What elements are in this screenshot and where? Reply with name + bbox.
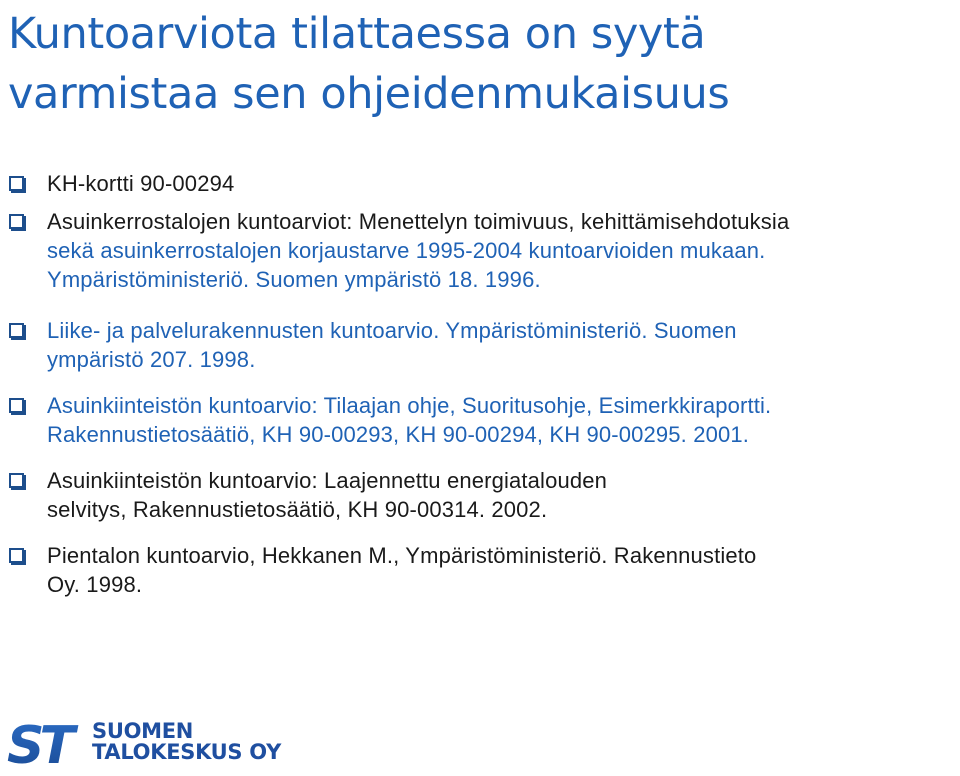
checkbox-bullet-icon: [9, 473, 24, 488]
reference-line: Liike- ja palvelurakennusten kuntoarvio. Ympäristöministeriö. Suomen: [47, 318, 737, 343]
reference-line: Ympäristöministeriö. Suomen ympäristö 18. 1996.: [47, 267, 541, 292]
slide-title-line-2: varmistaa sen ohjeidenmukaisuus: [8, 69, 730, 119]
st-logo-icon: [7, 717, 85, 767]
reference-line: Rakennustietosäätiö, KH 90-00293, KH 90-00294, KH 90-00295. 2001.: [47, 422, 749, 447]
reference-line: KH-kortti 90-00294: [47, 171, 235, 196]
reference-line: Asuinkiinteistön kuntoarvio: Laajennettu energiatalouden: [47, 468, 608, 493]
suomen-talokeskus-logo: [7, 713, 281, 773]
reference-text: [47, 466, 952, 524]
logo-line-1: SUOMEN: [92, 719, 194, 743]
reference-line: ympäristö 207. 1998.: [47, 347, 256, 372]
logo-wordmark: [92, 721, 281, 763]
reference-text: [47, 207, 952, 294]
reference-line: sekä asuinkerrostalojen korjaustarve 1995-2004 kuntoarvioiden mukaan.: [47, 238, 766, 263]
checkbox-bullet-icon: [9, 398, 24, 413]
checkbox-bullet-icon: [9, 214, 24, 229]
reference-line: Asuinkerrostalojen kuntoarviot: Menettelyn toimivuus, kehittämisehdotuksia: [47, 209, 790, 234]
reference-line: Pientalon kuntoarvio, Hekkanen M., Ympäristöministeriö. Rakennustieto: [47, 543, 757, 568]
checkbox-bullet-icon: [9, 548, 24, 563]
slide-title-line-1: Kuntoarviota tilattaessa on syytä: [8, 9, 706, 59]
reference-text: [47, 541, 952, 599]
reference-line: Asuinkiinteistön kuntoarvio: Tilaajan ohje, Suoritusohje, Esimerkkiraportti.: [47, 393, 772, 418]
checkbox-bullet-icon: [9, 176, 24, 191]
logo-line-2: TALOKESKUS OY: [92, 740, 281, 764]
reference-line: Oy. 1998.: [47, 572, 143, 597]
reference-line: selvitys, Rakennustietosäätiö, KH 90-00314. 2002.: [47, 497, 548, 522]
checkbox-bullet-icon: [9, 323, 24, 338]
reference-text: [47, 169, 952, 198]
reference-text: [47, 391, 952, 449]
svg-text:ST: ST: [7, 717, 70, 767]
reference-text: [47, 316, 952, 374]
slide-title: [8, 4, 953, 124]
